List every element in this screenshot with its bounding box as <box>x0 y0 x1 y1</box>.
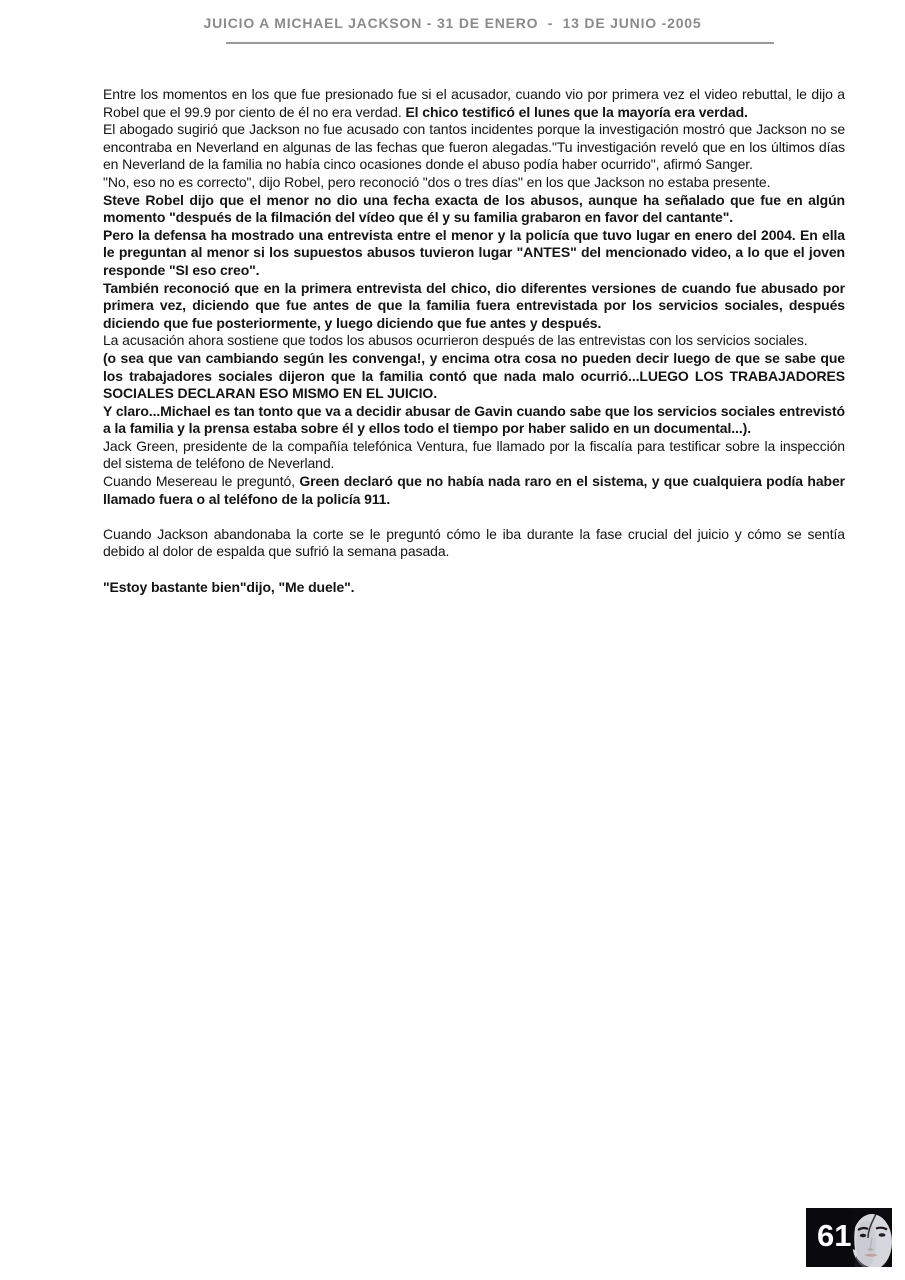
text-segment-bold: Y claro...Michael es tan tonto que va a decidir abusar de Gavin cuando sabe que los servicios sociales entrevistó a la familia y la prensa estaba sobre él y ellos todo el tiempo por haber salido en un documental...). <box>103 402 845 437</box>
paragraph <box>103 579 845 597</box>
text-segment-bold: El chico testificó el lunes que la mayoría era verdad. <box>405 103 748 120</box>
paragraph <box>103 350 845 403</box>
paragraph <box>103 526 845 561</box>
paragraph <box>103 192 845 227</box>
text-segment: Entre los momentos en los que fue presionado fue si el acusador, cuando vio por primera vez el video rebuttal, le dijo a Robel que el 99.9 por ciento de él no era verdad. <box>103 86 845 120</box>
paragraph <box>103 403 845 438</box>
paragraph <box>103 332 845 350</box>
paragraph <box>103 473 845 508</box>
text-segment-bold: Steve Robel dijo que el menor no dio una fecha exacta de los abusos, aunque ha señalado que fue en algún momento "después de la filmación del vídeo que él y su familia grabaron en favor del cantante". <box>103 191 845 226</box>
text-segment: El abogado sugirió que Jackson no fue acusado con tantos incidentes porque la investigación mostró que Jackson no se encontraba en Neverland en algunas de las fechas que fueron alegadas."Tu investigación reveló que en los últimos días en Neverland de la familia no había cinco ocasiones donde el abuso podía haber ocurrido", afirmó Sanger. <box>103 121 845 173</box>
paragraph <box>103 438 845 473</box>
page-thumbnail <box>806 1208 892 1267</box>
document-body <box>103 86 845 596</box>
text-segment-bold: "Estoy bastante bien"dijo, "Me duele". <box>103 578 355 595</box>
page-number: 61 <box>817 1218 852 1253</box>
header-divider <box>226 42 774 44</box>
text-segment: "No, eso no es correcto", dijo Robel, pero reconoció "dos o tres días" en los que Jackson no estaba presente. <box>103 173 771 190</box>
paragraph <box>103 174 845 192</box>
text-segment: La acusación ahora sostiene que todos los abusos ocurrieron después de las entrevistas con los servicios sociales. <box>103 332 808 349</box>
text-segment: Cuando Jackson abandonaba la corte se le preguntó cómo le iba durante la fase crucial del juicio y cómo se sentía debido al dolor de espalda que sufrió la semana pasada. <box>103 525 845 560</box>
text-segment: Cuando Mesereau le preguntó, <box>103 473 300 490</box>
paragraph <box>103 227 845 280</box>
paragraph <box>103 86 845 121</box>
page-header-title: JUICIO A MICHAEL JACKSON - 31 DE ENERO - 13 DE JUNIO -2005 <box>203 15 702 31</box>
text-segment-bold: (o sea que van cambiando según les convenga!, y encima otra cosa no pueden decir luego de que se sabe que los trabajadores sociales dijeron que la familia contó que nada malo ocurrió...LUEGO LOS TRABAJADORES SOCIALES DECLARAN ESO MISMO EN EL JUICIO. <box>103 349 845 402</box>
text-segment-bold: Pero la defensa ha mostrado una entrevista entre el menor y la policía que tuvo lugar en enero del 2004. En ella le preguntan al menor si los supuestos abusos tuvieron lugar "ANTES" del mencionado video, a lo que el joven responde "SI eso creo". <box>103 226 845 278</box>
paragraph <box>103 121 845 174</box>
text-segment: Jack Green, presidente de la compañía telefónica Ventura, fue llamado por la fiscalía para testificar sobre la inspección del sistema de teléfono de Neverland. <box>103 437 845 472</box>
text-segment-bold: También reconoció que en la primera entrevista del chico, dio diferentes versiones de cuando fue abusado por primera vez, diciendo que fue antes de que la familia fuera entrevistada por los servicios sociales, después diciendo que fue posteriormente, y luego diciendo que fue antes y después. <box>103 279 845 331</box>
paragraph <box>103 280 845 333</box>
text-segment-bold: Green declaró que no había nada raro en el sistema, y que cualquiera podía haber llamado fuera o al teléfono de la policía 911. <box>103 473 845 507</box>
